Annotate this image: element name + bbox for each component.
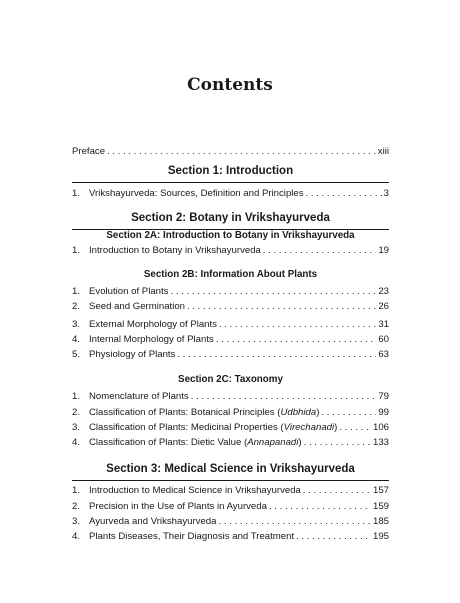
entry-number: 1. xyxy=(72,245,81,256)
entry-title: Introduction to Medical Science in Vrikshayurveda xyxy=(89,485,301,496)
dot-leader xyxy=(321,406,376,420)
entry-title: Plants Diseases, Their Diagnosis and Treatment xyxy=(89,531,295,542)
entry-title: Ayurveda and Vrikshayurveda xyxy=(89,516,217,527)
entry-page: 159 xyxy=(372,501,389,512)
entry-page: 79 xyxy=(378,391,389,402)
entry-page: 63 xyxy=(378,349,389,360)
toc-entry[interactable] xyxy=(72,300,389,314)
sanskrit-term: Udbhida xyxy=(280,407,317,418)
toc-entry[interactable] xyxy=(72,285,389,299)
subsection-heading-2c: Section 2C: Taxonomy xyxy=(178,374,283,385)
entry-title: Seed and Germination xyxy=(89,301,185,312)
entry-number: 3. xyxy=(72,319,81,330)
toc-entry[interactable] xyxy=(72,187,389,201)
entry-number: 4. xyxy=(72,531,81,542)
entry-number: 4. xyxy=(72,437,81,448)
toc-entry[interactable] xyxy=(72,390,389,404)
entry-number: 2. xyxy=(72,501,81,512)
section-heading-3: Section 3: Medical Science in Vrikshayurveda xyxy=(72,461,389,481)
entry-page: 26 xyxy=(378,301,389,312)
dot-leader xyxy=(304,436,371,450)
entry-page: 31 xyxy=(378,319,389,330)
entry-number: 3. xyxy=(72,516,81,527)
entry-number: 1. xyxy=(72,286,81,297)
dot-leader xyxy=(107,145,376,159)
toc-entry-preface[interactable] xyxy=(72,145,389,159)
dot-leader xyxy=(269,500,371,514)
entry-title: Vrikshayurveda: Sources, Definition and Principles xyxy=(89,188,304,199)
entry-title: External Morphology of Plants xyxy=(89,319,217,330)
dot-leader xyxy=(170,285,376,299)
sanskrit-term: Annapanadi xyxy=(247,437,299,448)
entry-title: Nomenclature of Plants xyxy=(89,391,189,402)
entry-title: Classification of Plants: Medicinal Properties (Virechanadi) xyxy=(89,422,338,433)
toc-entry[interactable] xyxy=(72,436,389,450)
toc-entry[interactable] xyxy=(72,348,389,362)
entry-page: 185 xyxy=(372,516,389,527)
entry-title: Introduction to Botany in Vrikshayurveda xyxy=(89,245,261,256)
toc-entry[interactable] xyxy=(72,484,389,498)
entry-number: 5. xyxy=(72,349,81,360)
entry-number: 1. xyxy=(72,485,81,496)
entry-title: Internal Morphology of Plants xyxy=(89,334,214,345)
entry-page: 60 xyxy=(378,334,389,345)
entry-page: 3 xyxy=(383,188,389,199)
dot-leader xyxy=(177,348,376,362)
entry-page: xiii xyxy=(377,146,389,157)
toc-entry[interactable] xyxy=(72,333,389,347)
dot-leader xyxy=(219,318,376,332)
dot-leader xyxy=(191,390,377,404)
entry-page: 195 xyxy=(372,531,389,542)
entry-page: 23 xyxy=(378,286,389,297)
dot-leader xyxy=(339,421,371,435)
entry-page: 133 xyxy=(372,437,389,448)
entry-number: 2. xyxy=(72,407,81,418)
toc-entry[interactable] xyxy=(72,530,389,544)
toc-entry[interactable] xyxy=(72,406,389,420)
subsection-heading-2a: Section 2A: Introduction to Botany in Vrikshayurveda xyxy=(106,230,355,241)
entry-number: 1. xyxy=(72,188,81,199)
entry-title: Classification of Plants: Dietic Value (Annapanadi) xyxy=(89,437,302,448)
entry-page: 157 xyxy=(372,485,389,496)
entry-number: 4. xyxy=(72,334,81,345)
entry-number: 1. xyxy=(72,391,81,402)
entry-title: Evolution of Plants xyxy=(89,286,169,297)
dot-leader xyxy=(306,187,382,201)
section-heading-2: Section 2: Botany in Vrikshayurveda xyxy=(72,210,389,230)
subsection-heading-2b: Section 2B: Information About Plants xyxy=(143,269,318,280)
entry-title: Precision in the Use of Plants in Ayurveda xyxy=(89,501,267,512)
dot-leader xyxy=(303,484,371,498)
dot-leader xyxy=(216,333,377,347)
entry-title: Preface xyxy=(72,146,106,157)
dot-leader xyxy=(296,530,371,544)
toc-entry[interactable] xyxy=(72,515,389,529)
dot-leader xyxy=(187,300,376,314)
dot-leader xyxy=(218,515,371,529)
entry-number: 2. xyxy=(72,301,81,312)
entry-number: 3. xyxy=(72,422,81,433)
toc-entry[interactable] xyxy=(72,421,389,435)
page-title: Contents xyxy=(187,75,273,95)
entry-page: 99 xyxy=(378,407,389,418)
section-heading-1: Section 1: Introduction xyxy=(72,163,389,183)
toc-entry[interactable] xyxy=(72,500,389,514)
entry-page: 106 xyxy=(372,422,389,433)
entry-title: Physiology of Plants xyxy=(89,349,176,360)
sanskrit-term: Virechanadi xyxy=(283,422,335,433)
dot-leader xyxy=(263,244,376,258)
entry-page: 19 xyxy=(378,245,389,256)
toc-entry[interactable] xyxy=(72,318,389,332)
entry-title: Classification of Plants: Botanical Principles (Udbhida) xyxy=(89,407,320,418)
toc-entry[interactable] xyxy=(72,244,389,258)
